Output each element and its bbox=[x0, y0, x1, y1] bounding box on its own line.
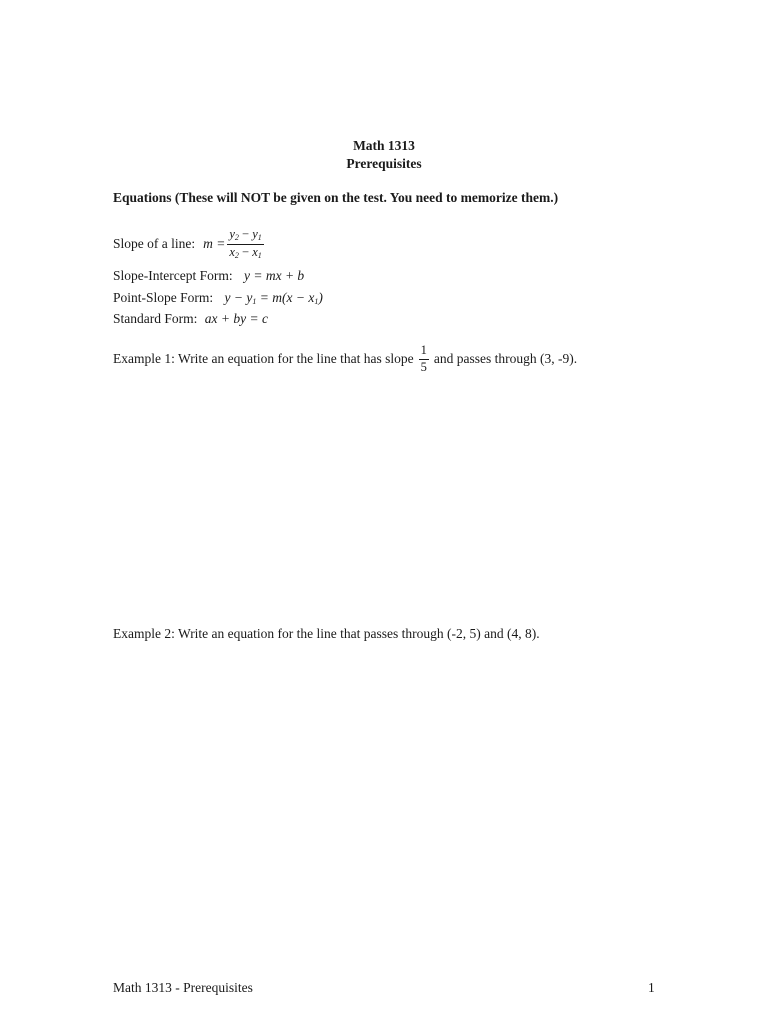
example-1-prefix: Example 1: Write an equation for the line that has slope bbox=[113, 351, 414, 367]
equations-heading: Equations (These will NOT be given on the test. You need to memorize them.) bbox=[113, 190, 559, 205]
formula-lhs: m = bbox=[203, 236, 226, 252]
example-1-suffix: and passes through (3, -9). bbox=[433, 351, 578, 367]
example-1 bbox=[113, 344, 577, 375]
formula-label: Standard Form: bbox=[113, 311, 198, 326]
footer-title: Math 1313 - Prerequisites bbox=[113, 980, 253, 995]
formula-label: Point-Slope Form: bbox=[113, 290, 214, 305]
formula-slope bbox=[113, 228, 266, 261]
formula-label: Slope-Intercept Form: bbox=[113, 268, 233, 283]
example-2: Example 2: Write an equation for the line that passes through (-2, 5) and (4, 8). bbox=[113, 626, 540, 641]
formula-point-slope bbox=[113, 290, 323, 306]
example-1-fraction: $\frac{1}{5}$ bbox=[420, 343, 427, 374]
formula-expression: y = mx + b bbox=[243, 268, 305, 283]
formula-expression: $y - y_1 = m(x - x_1)$ bbox=[224, 290, 323, 306]
document-title: Math 1313 bbox=[353, 138, 415, 153]
slope-numerator: $y_2 - y_1$ bbox=[227, 228, 263, 245]
slope-denominator: $x_2 - x_1$ bbox=[229, 244, 262, 260]
page-number: 1 bbox=[648, 980, 655, 995]
document-subtitle: Prerequisites bbox=[346, 156, 422, 171]
slope-fraction bbox=[227, 228, 263, 261]
formula-label: Slope of a line: bbox=[113, 236, 196, 252]
formula-slope-intercept bbox=[113, 268, 304, 284]
formula-expression: ax + by = c bbox=[204, 311, 268, 326]
formula-standard bbox=[113, 311, 268, 327]
